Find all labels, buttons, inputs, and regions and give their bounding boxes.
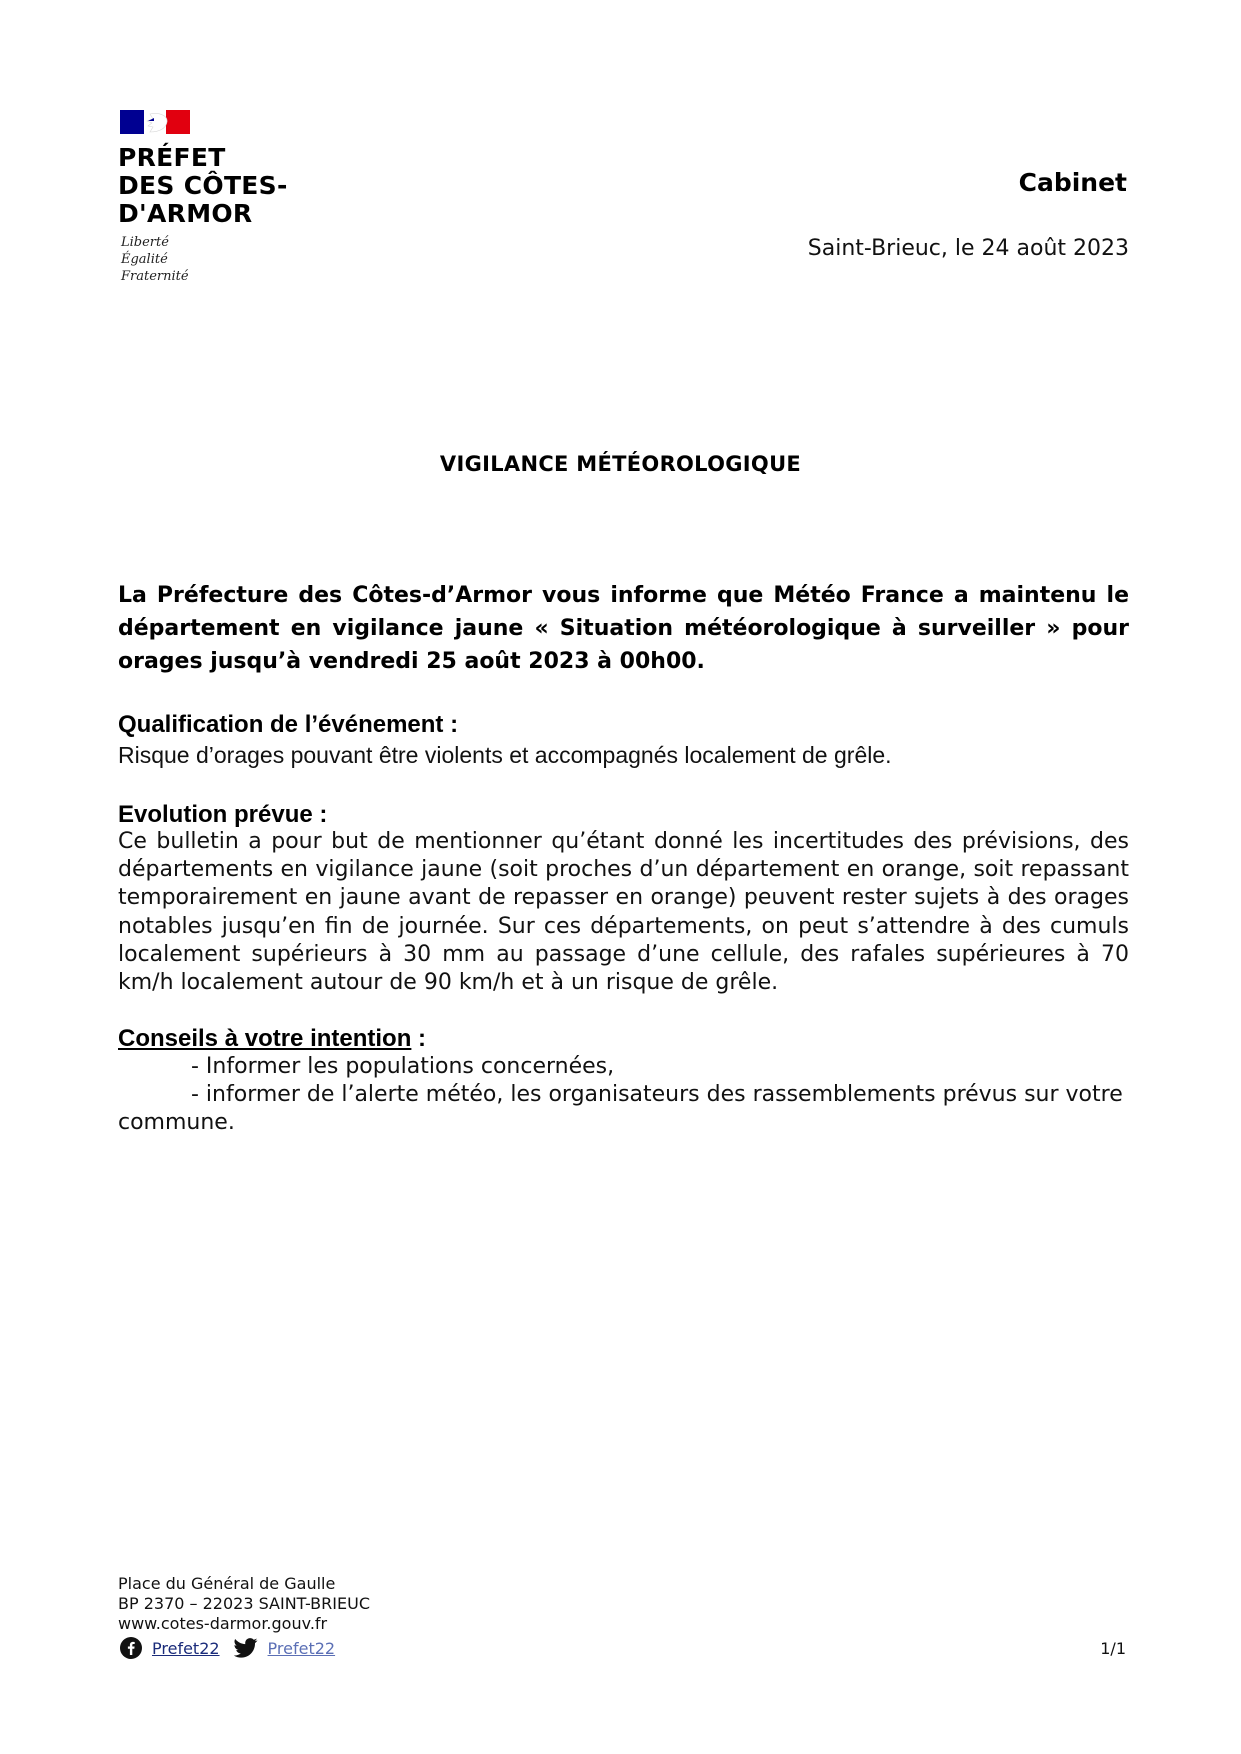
document-title: VIGILANCE MÉTÉOROLOGIQUE xyxy=(439,452,802,476)
conseils-heading-colon: : xyxy=(411,1025,427,1052)
evolution-text: Ce bulletin a pour but de mentionner qu’étant donné les incertitudes des prévisions, des départements en vigilance jaune (soit proches d’un département en orange, soit repassant temporairement en jaune avant de repasser en orange) peuvent rester sujets à des orages notables jusqu’en fin de journée. Sur ces départements, on peut s’attendre à des cumuls localement supérieurs à 30 mm au passage d’une cellule, des rafales supérieures à 70 km/h localement autour de 90 km/h et à un risque de grêle. xyxy=(118,829,1129,996)
document-date: Saint-Brieuc, le 24 août 2023 xyxy=(807,236,1129,261)
footer-address xyxy=(118,1574,370,1634)
social-links xyxy=(120,1637,335,1659)
facebook-link[interactable]: Prefet22 xyxy=(152,1638,220,1658)
prefecture-name: PRÉFET DES CÔTES- D'ARMOR xyxy=(118,143,288,228)
list-item: - Informer les populations concernées, xyxy=(191,1054,615,1079)
page-number: 1/1 xyxy=(1100,1639,1126,1658)
website-link[interactable]: www.cotes-darmor.gouv.fr xyxy=(118,1614,328,1633)
conseils-heading-label: Conseils à votre intention xyxy=(118,1025,412,1052)
marianne-logo xyxy=(120,110,190,134)
list-item: - informer de l’alerte météo, les organisateurs des rassemblements prévus sur votre xyxy=(191,1082,1123,1107)
service-name: Cabinet xyxy=(1018,168,1127,197)
conseils-heading xyxy=(118,1025,1129,1053)
address-line: BP 2370 – 22023 SAINT-BRIEUC xyxy=(118,1594,370,1613)
qualification-text: Risque d’orages pouvant être violents et accompagnés localement de grêle. xyxy=(118,742,892,768)
list-item-continuation: commune. xyxy=(118,1110,235,1135)
address-line: Place du Général de Gaulle xyxy=(118,1574,336,1593)
facebook-icon[interactable] xyxy=(120,1637,142,1659)
twitter-link[interactable]: Prefet22 xyxy=(267,1638,336,1658)
republic-motto: Liberté Égalité Fraternité xyxy=(121,235,189,284)
evolution-heading: Evolution prévue : xyxy=(118,801,328,828)
qualification-heading: Qualification de l’événement : xyxy=(118,711,459,738)
conseils-list xyxy=(118,1053,1129,1137)
twitter-icon[interactable] xyxy=(234,1638,258,1658)
lead-paragraph: La Préfecture des Côtes-d’Armor vous informe que Météo France a maintenu le département en vigilance jaune « Situation météorologique à surveiller » pour orages jusqu’à vendredi 25 août 2023 à 00h00. xyxy=(118,583,1129,674)
